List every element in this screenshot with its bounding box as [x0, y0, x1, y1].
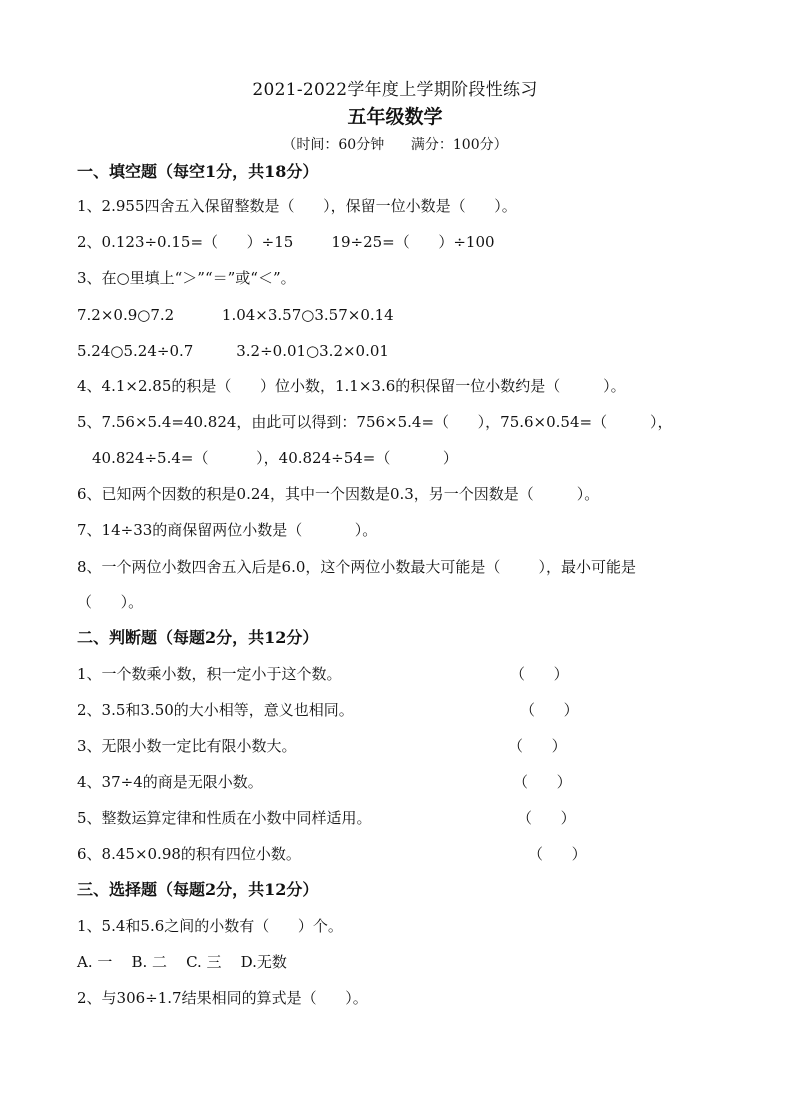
judge-question: 2、3.5和3.50的大小相等，意义也相同。 — [77, 701, 354, 719]
judge-question: 3、无限小数一定比有限小数大。 — [77, 737, 297, 755]
question-line: 7.2×0.9○7.2 1.04×3.57○3.57×0.14 — [77, 306, 394, 324]
answer-paren: （ ） — [528, 845, 587, 863]
judge-question: 5、整数运算定律和性质在小数中同样适用。 — [77, 809, 372, 827]
question-line: 3、在○里填上“＞”“＝”或“＜”。 — [77, 269, 296, 287]
question-line: 4、4.1×2.85的积是（ ）位小数，1.1×3.6的积保留一位小数约是（ ）。 — [77, 377, 626, 395]
question-line: 1、5.4和5.6之间的小数有（ ）个。 — [77, 917, 343, 935]
judge-question: 6、8.45×0.98的积有四位小数。 — [77, 845, 301, 863]
exam-info: （时间：60分钟 满分：100分） — [282, 137, 508, 153]
section-heading-multiple-choice: 三、选择题（每题2分，共12分） — [77, 880, 319, 899]
question-line: 5.24○5.24÷0.7 3.2÷0.01○3.2×0.01 — [77, 342, 389, 360]
page-subtitle: 五年级数学 — [347, 106, 443, 128]
page-title: 2021-2022学年度上学期阶段性练习 — [252, 80, 538, 100]
question-line: 40.824÷5.4=（ ），40.824÷54=（ ） — [92, 449, 458, 467]
section-heading-true-false: 二、判断题（每题2分，共12分） — [77, 628, 319, 647]
answer-paren: （ ） — [520, 701, 579, 719]
question-line: 8、一个两位小数四舍五入后是6.0，这个两位小数最大可能是（ ），最小可能是 — [77, 558, 637, 576]
question-line: （ ）。 — [77, 593, 144, 611]
question-line: 6、已知两个因数的积是0.24，其中一个因数是0.3，另一个因数是（ ）。 — [77, 485, 600, 503]
answer-paren: （ ） — [510, 665, 569, 683]
judge-question: 1、一个数乘小数，积一定小于这个数。 — [77, 665, 342, 683]
answer-paren: （ ） — [513, 773, 572, 791]
section-heading-fill-blank: 一、填空题（每空1分，共18分） — [77, 162, 319, 181]
question-line: 5、7.56×5.4=40.824，由此可以得到：756×5.4=（ ），75.6×0.54=（ ）， — [77, 413, 673, 431]
question-line: 7、14÷33的商保留两位小数是（ ）。 — [77, 521, 378, 539]
choice-options: A. 一 B. 二 C. 三 D.无数 — [77, 953, 287, 971]
question-line: 1、2.955四舍五入保留整数是（ ），保留一位小数是（ ）。 — [77, 197, 517, 215]
judge-question: 4、37÷4的商是无限小数。 — [77, 773, 263, 791]
question-line: 2、与306÷1.7结果相同的算式是（ ）。 — [77, 989, 368, 1007]
answer-paren: （ ） — [517, 809, 576, 827]
question-line: 2、0.123÷0.15=（ ）÷15 19÷25=（ ）÷100 — [77, 233, 495, 251]
answer-paren: （ ） — [508, 737, 567, 755]
